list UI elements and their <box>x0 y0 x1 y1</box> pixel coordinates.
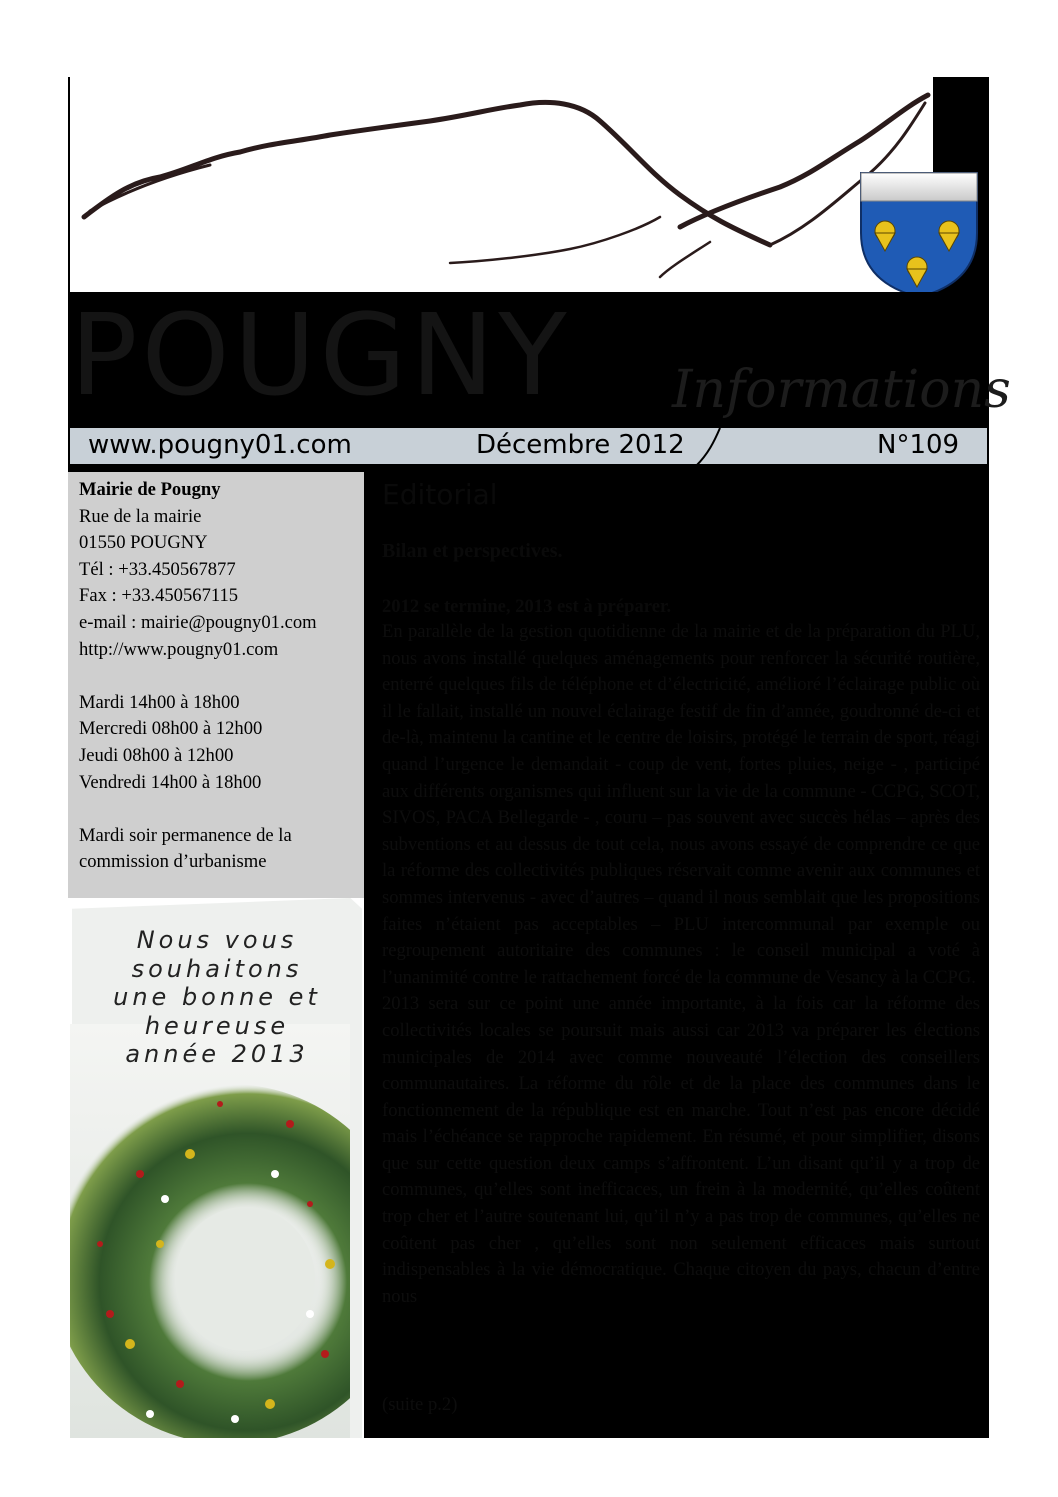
christmas-wreath-photo <box>70 1024 350 1438</box>
mairie-name: Mairie de Pougny <box>79 479 221 500</box>
fax-line: Fax : +33.450567115 <box>79 585 239 607</box>
contact-info <box>79 477 317 876</box>
website-link[interactable]: www.pougny01.com <box>88 430 352 460</box>
masthead-subtitle: Informations <box>672 360 1011 420</box>
continued-note: (suite p.2) <box>382 1394 458 1415</box>
new-year-greeting: Nous vous souhaitons une bonne et heureuse année 2013 <box>113 926 321 1068</box>
editorial-lead: 2012 se termine, 2013 est à préparer. <box>382 596 672 617</box>
notice-line: commission d’urbanisme <box>79 851 267 873</box>
editorial-subheading: Bilan et perspectives. <box>382 540 563 562</box>
editorial-heading: Editorial <box>382 478 498 511</box>
website-line[interactable]: http://www.pougny01.com <box>79 638 279 660</box>
notice-line: Mardi soir permanence de la <box>79 824 292 846</box>
issue-date: Décembre 2012 <box>476 430 685 460</box>
hours-line: Jeudi 08h00 à 12h00 <box>79 744 234 766</box>
mountain-landscape-drawing <box>70 77 933 292</box>
editorial-paragraph: En parallèle de la gestion quotidienne de la mairie et de la préparation du PLU, nous avons installé quelques aménagements pour renforcer la sécurité routière, enterré quelques fils de téléphone et d’électricité, amélioré l’éclairage public où il le fallait, installé un nouvel éclairage festif de fin d’année, goudronné de-ci et de-là, maintenu la cantine et le centre de loisirs, protégé le terrain de sport, réagi quand l’urgence le demandait - coup de vent, fortes pluies, neige - , participé aux différents organismes qui influent sur la vie de la commune - CCPG, SCOT, SIVOS, PACA Bellegarde - , couru – pas souvent avec succès hélas – après des subventions et au dessus de tout cela, nous avons essayé de comprendre ce que la réforme des collectivités publiques réservait comme avenir aux communes et sommes intervenus - avec d’autres – quand il nous semblait que les propositions faites n’étaient pas acceptables – PLU intercommunal par exemple ou regroupement autoritaire des communes : le conseil municipal a voté à l’unanimité contre le rattachement forcé de la commune de Vesancy à la CCPG. <box>382 621 980 988</box>
issue-number: N°109 <box>877 430 960 460</box>
address-line: Rue de la mairie <box>79 505 202 527</box>
decorative-stroke <box>684 424 724 470</box>
email-line[interactable]: e-mail : mairie@pougny01.com <box>79 611 317 633</box>
coat-of-arms-icon <box>859 171 979 299</box>
hours-line: Mardi 14h00 à 18h00 <box>79 691 240 713</box>
editorial-body <box>382 619 980 1310</box>
phone-line: Tél : +33.450567877 <box>79 558 236 580</box>
hours-line: Mercredi 08h00 à 12h00 <box>79 718 263 740</box>
hours-line: Vendredi 14h00 à 18h00 <box>79 771 262 793</box>
editorial-paragraph: 2013 sera sur ce point une année importante, à la fois car la réforme des collectivités locales se poursuit mais aussi car 2013 va préparer les élections municipales de 2014 avec comme nouveauté l’élection des conseillers communautaires. La réforme du rôle et de la place des communes dans le fonctionnement de la république est en marche. Tout n’est pas encore décidé mais l’échéance se rapproche rapidement. En résumé, et pour simplifier, disons que sur cette question deux camps s’affrontent. L’un disant qu’il y a trop de communes, qu’elles sont inefficaces, un frein à la modernité, qu’elles coûtent trop cher et l’autre soutenant lui, qu’il n’y a pas trop de communes, qu’elles ne coûtent pas cher , qu’elles sont non seulement efficaces mais surtout indispensables à la vie démocratique. Chaque citoyen du pays, chacun d’entre nous <box>382 993 980 1307</box>
postcode-line: 01550 POUGNY <box>79 532 208 554</box>
masthead-title: POUGNY <box>70 291 571 421</box>
